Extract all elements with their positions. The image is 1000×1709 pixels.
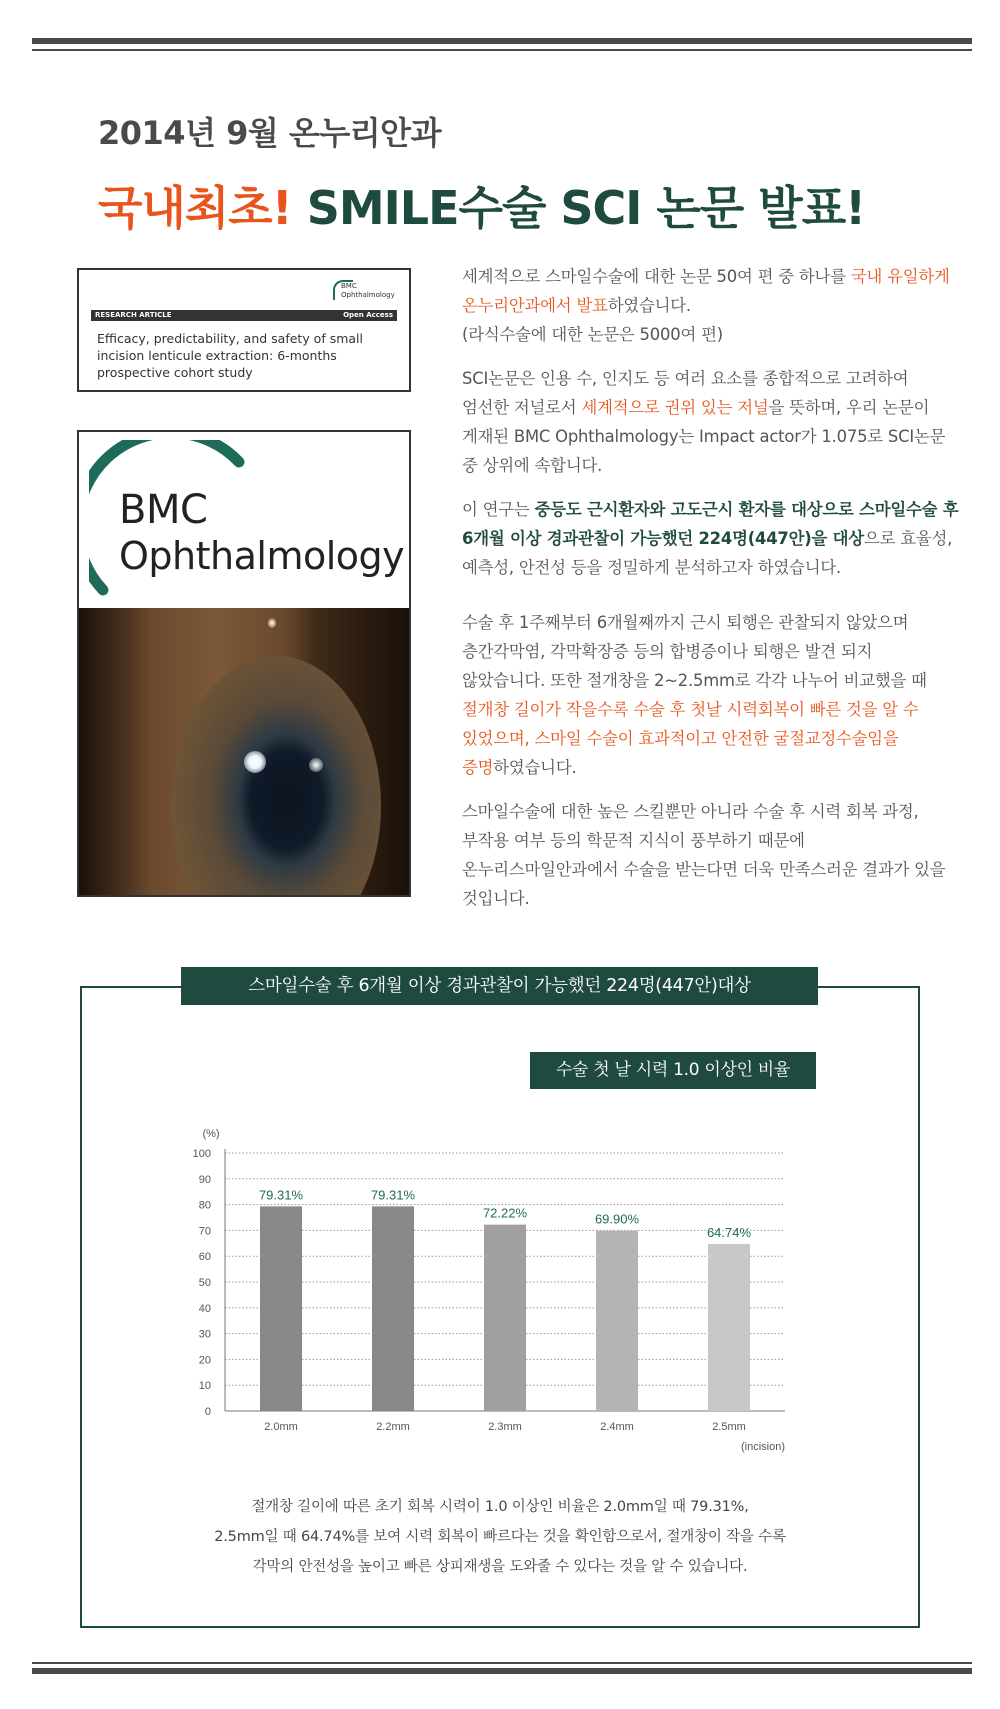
page-subtitle: 2014년 9월 온누리안과	[98, 114, 441, 152]
page-headline	[98, 172, 865, 238]
p1-note: (라식수술에 대한 논문은 5000여 편)	[462, 325, 723, 344]
article-header-card	[77, 268, 411, 392]
chart-header-tag: 스마일수술 후 6개월 이상 경과관찰이 가능했던 224명(447안)대상	[181, 967, 818, 1005]
cover-title-line2: Ophthalmology	[119, 534, 405, 578]
bar-value-label: 69.90%	[594, 1211, 640, 1227]
chart-subheader-tag: 수술 첫 날 시력 1.0 이상인 비율	[530, 1052, 816, 1089]
bar-2.4mm	[596, 1231, 638, 1411]
x-tick-label: 2.0mm	[264, 1421, 298, 1433]
bottom-rule-thin	[32, 1662, 972, 1664]
bar-value-label: 79.31%	[258, 1187, 304, 1203]
body-paragraph-5: 스마일수술에 대한 높은 스킬뿐만 아니라 수술 후 시력 회복 과정, 부작용 여부 등의 학문적 지식이 풍부하기 때문에 온누리스마일안과에서 수술을 받는다면 더욱 만족스러운 결과가 있을 것입니다.	[462, 802, 946, 908]
p3-text: 이 연구는	[462, 500, 535, 519]
headline-highlight: 국내최초!	[98, 181, 292, 235]
bar-value-label: 64.74%	[706, 1224, 752, 1240]
open-access-label: Open Access	[343, 311, 393, 319]
p4-highlight: 절개창 길이가 작을수록 수술 후 첫날 시력회복이 빠른 것을 알 수 있었으며, 스마일 수술이 효과적이고 안전한 굴절교정수술임을 증명	[462, 700, 919, 777]
bar-2.5mm	[708, 1244, 750, 1411]
p2-text-end: 을 뜻하며, 우리 논문이 게재된 BMC Ophthalmology는 Impact actor가 1.075로 SCI논문 중 상위에 속합니다.	[462, 398, 946, 475]
p1-text: 세계적으로 스마일수술에 대한 논문 50여 편 중 하나를	[462, 267, 851, 286]
y-tick-label: 90	[198, 1173, 211, 1186]
y-tick-label: 30	[198, 1328, 211, 1341]
bar-2.3mm	[484, 1225, 526, 1411]
p4-text: 수술 후 1주째부터 6개월째까지 근시 퇴행은 관찰되지 않았으며 층간각막염, 각막확장증 등의 합병증이나 퇴행은 발견 되지 않았습니다. 또한 절개창을 2~2.5mm로 각각 나누어 비교했을 때	[462, 613, 927, 690]
top-rule-thin	[32, 49, 972, 51]
x-tick-label: 2.5mm	[712, 1421, 746, 1433]
body-paragraph-4	[462, 608, 960, 782]
p1-text-end: 하였습니다.	[607, 296, 691, 315]
mini-logo-line2: Ophthalmology	[341, 291, 395, 299]
eye-iris	[171, 656, 381, 897]
bar-chart	[180, 1115, 800, 1485]
bar-value-label: 79.31%	[370, 1187, 416, 1203]
p3-text-end: 으로 효율성, 예측성, 안전성 등을 정밀하게 분석하고자 하였습니다.	[462, 529, 953, 577]
body-paragraph-3	[462, 495, 960, 582]
eye-glint	[309, 758, 323, 772]
bar-value-label: 72.22%	[482, 1205, 528, 1221]
y-tick-label: 0	[204, 1406, 211, 1418]
article-type-bar	[91, 310, 397, 321]
caption-line-3: 각막의 안전성을 높이고 빠른 상피재생을 도와줄 수 있다는 것을 알 수 있습니다.	[252, 1559, 748, 1575]
y-tick-label: 60	[198, 1251, 211, 1264]
article-type: RESEARCH ARTICLE	[95, 311, 172, 319]
body-paragraph-2	[462, 364, 960, 480]
mini-logo-line1: BMC	[341, 282, 357, 290]
x-tick-label: 2.2mm	[376, 1421, 410, 1433]
bmc-mini-logo	[333, 280, 397, 304]
y-tick-label: 50	[198, 1277, 211, 1289]
body-paragraph-1	[462, 262, 960, 349]
top-rule-thick	[32, 38, 972, 44]
chart-caption	[120, 1492, 880, 1582]
x-tick-label: 2.4mm	[600, 1421, 634, 1433]
p2-highlight: 세계적으로 권위 있는 저널	[581, 398, 769, 417]
y-tick-label: 20	[198, 1354, 211, 1367]
y-axis-label: (%)	[202, 1128, 220, 1140]
cover-eye-photo	[79, 608, 409, 895]
p1-highlight: 국내 유일하게 온누리안과에서 발표	[462, 267, 950, 315]
headline-main: SMILE수술 SCI 논문 발표!	[306, 181, 866, 235]
y-tick-label: 80	[198, 1199, 211, 1212]
caption-line-1: 절개창 길이에 따른 초기 회복 시력이 1.0 이상인 비율은 2.0mm일 때 79.31%,	[251, 1499, 749, 1515]
eye-glint	[244, 751, 266, 773]
y-tick-label: 40	[198, 1302, 211, 1315]
p3-highlight: 중등도 근시환자와 고도근시 환자를 대상으로 스마일수술 후 6개월 이상 경과관찰이 가능했던 224명(447안)을 대상	[462, 500, 959, 548]
y-tick-label: 70	[198, 1225, 211, 1238]
bottom-rule-thick	[32, 1668, 972, 1674]
p4-text-end: 하였습니다.	[493, 758, 577, 777]
bar-2.0mm	[260, 1206, 302, 1411]
p2-text: SCI논문은 인용 수, 인지도 등 여러 요소를 종합적으로 고려하여 엄선한 저널로서	[462, 369, 909, 417]
caption-line-2: 2.5mm일 때 64.74%를 보여 시력 회복이 빠르다는 것을 확인함으로서, 절개창이 작을 수록	[214, 1529, 786, 1545]
y-tick-label: 10	[198, 1380, 211, 1393]
article-body	[462, 262, 960, 928]
bar-2.2mm	[372, 1206, 414, 1411]
journal-cover	[77, 430, 411, 897]
paper-title: Efficacy, predictability, and safety of small incision lenticule extraction: 6-months prospective cohort study	[97, 331, 364, 380]
cover-title-line1: BMC	[119, 487, 208, 533]
y-tick-label: 100	[192, 1148, 211, 1160]
eye-glint	[268, 618, 276, 628]
x-axis-label: (incision)	[740, 1441, 785, 1453]
x-tick-label: 2.3mm	[488, 1421, 522, 1433]
